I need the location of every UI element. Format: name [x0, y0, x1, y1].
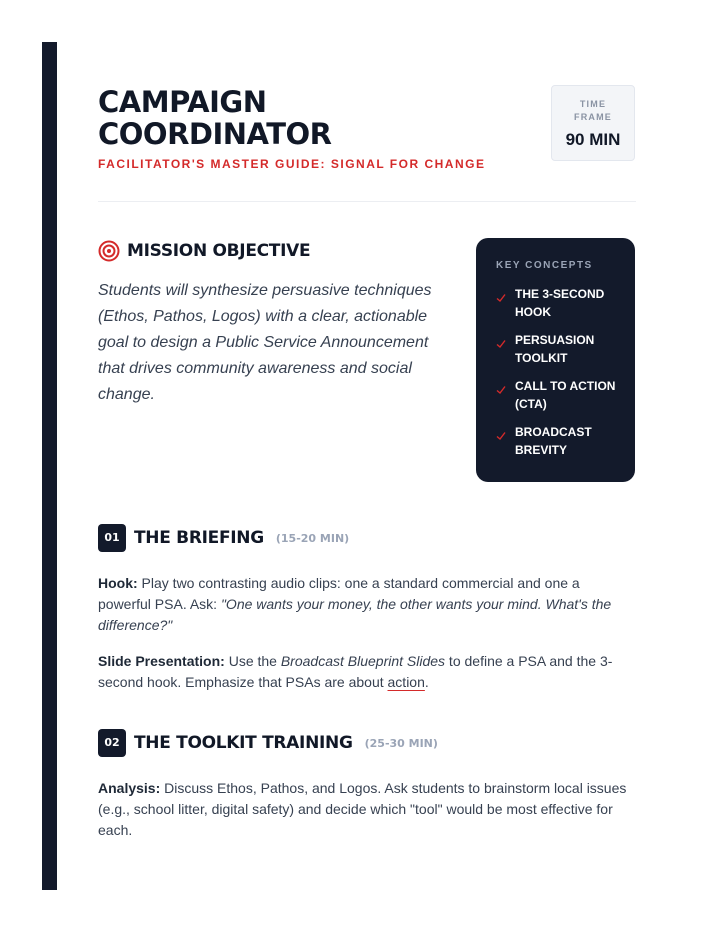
timeframe-label: TIME FRAME — [574, 99, 612, 122]
check-icon — [496, 431, 506, 441]
slide-text: to define a PSA and the 3-second hook. Emphasize that PSAs are about — [98, 653, 613, 690]
slide-paragraph — [98, 651, 628, 693]
concept-item — [496, 285, 617, 321]
key-concepts-list — [496, 285, 617, 459]
concept-label: CALL TO ACTION (CTA) — [515, 379, 616, 411]
timeframe-box — [551, 85, 635, 161]
analysis-label: Analysis: — [98, 780, 161, 796]
page-title-line-2: COORDINATOR — [98, 117, 332, 151]
hook-text: Play two contrasting audio clips: one a standard commercial and one a powerful PSA. Ask: — [98, 575, 580, 612]
key-concepts-card — [476, 238, 635, 482]
page-title — [98, 86, 498, 150]
check-icon — [496, 385, 506, 395]
concept-item — [496, 423, 617, 459]
slide-deck-name: Broadcast Blueprint Slides — [280, 653, 446, 669]
slide-text: Use the — [224, 653, 281, 669]
section-title-text: THE TOOLKIT TRAINING — [134, 733, 353, 753]
timeframe-value: 90 MIN — [565, 130, 621, 149]
sidebar-accent-bar — [42, 42, 57, 890]
slide-text-end: . — [424, 674, 429, 690]
section-duration: (25-30 MIN) — [364, 737, 438, 750]
section-title-toolkit — [134, 729, 438, 758]
check-icon — [496, 339, 506, 349]
page-title-line-1: CAMPAIGN — [98, 85, 267, 119]
key-concepts-label: KEY CONCEPTS — [496, 260, 593, 271]
section-number-badge: 02 — [98, 729, 126, 757]
analysis-paragraph — [98, 778, 628, 841]
section-title-text: THE BRIEFING — [134, 528, 264, 548]
concept-label: BROADCAST BREVITY — [515, 425, 592, 457]
section-duration: (15-20 MIN) — [275, 532, 350, 545]
slide-label: Slide Presentation: — [98, 653, 225, 669]
hook-quote: "One wants your money, the other wants your mind. What's the difference?" — [98, 596, 612, 633]
hook-label: Hook: — [98, 575, 138, 591]
mission-text: Students will synthesize persuasive techniques (Ethos, Pathos, Logos) with a clear, actionable goal to design a Public Service Announcement that drives community awareness and social change. — [98, 282, 432, 403]
header-divider — [98, 201, 636, 202]
hook-paragraph — [98, 573, 628, 636]
check-icon — [496, 293, 506, 303]
concept-item — [496, 331, 617, 367]
section-title-briefing — [134, 524, 349, 553]
concept-label: THE 3-SECOND HOOK — [515, 287, 605, 319]
section-number-badge: 01 — [98, 524, 126, 552]
analysis-text: Discuss Ethos, Pathos, and Logos. Ask students to brainstorm local issues (e.g., school litter, digital safety) and decide which "tool" would be most effective for each. — [98, 780, 627, 838]
target-icon — [98, 240, 120, 262]
concept-item — [496, 377, 617, 413]
concept-label: PERSUASION TOOLKIT — [515, 333, 595, 365]
emphasis-action: action — [387, 674, 425, 690]
page-subtitle: FACILITATOR'S MASTER GUIDE: SIGNAL FOR CHANGE — [98, 157, 486, 171]
mission-title: MISSION OBJECTIVE — [127, 241, 311, 261]
